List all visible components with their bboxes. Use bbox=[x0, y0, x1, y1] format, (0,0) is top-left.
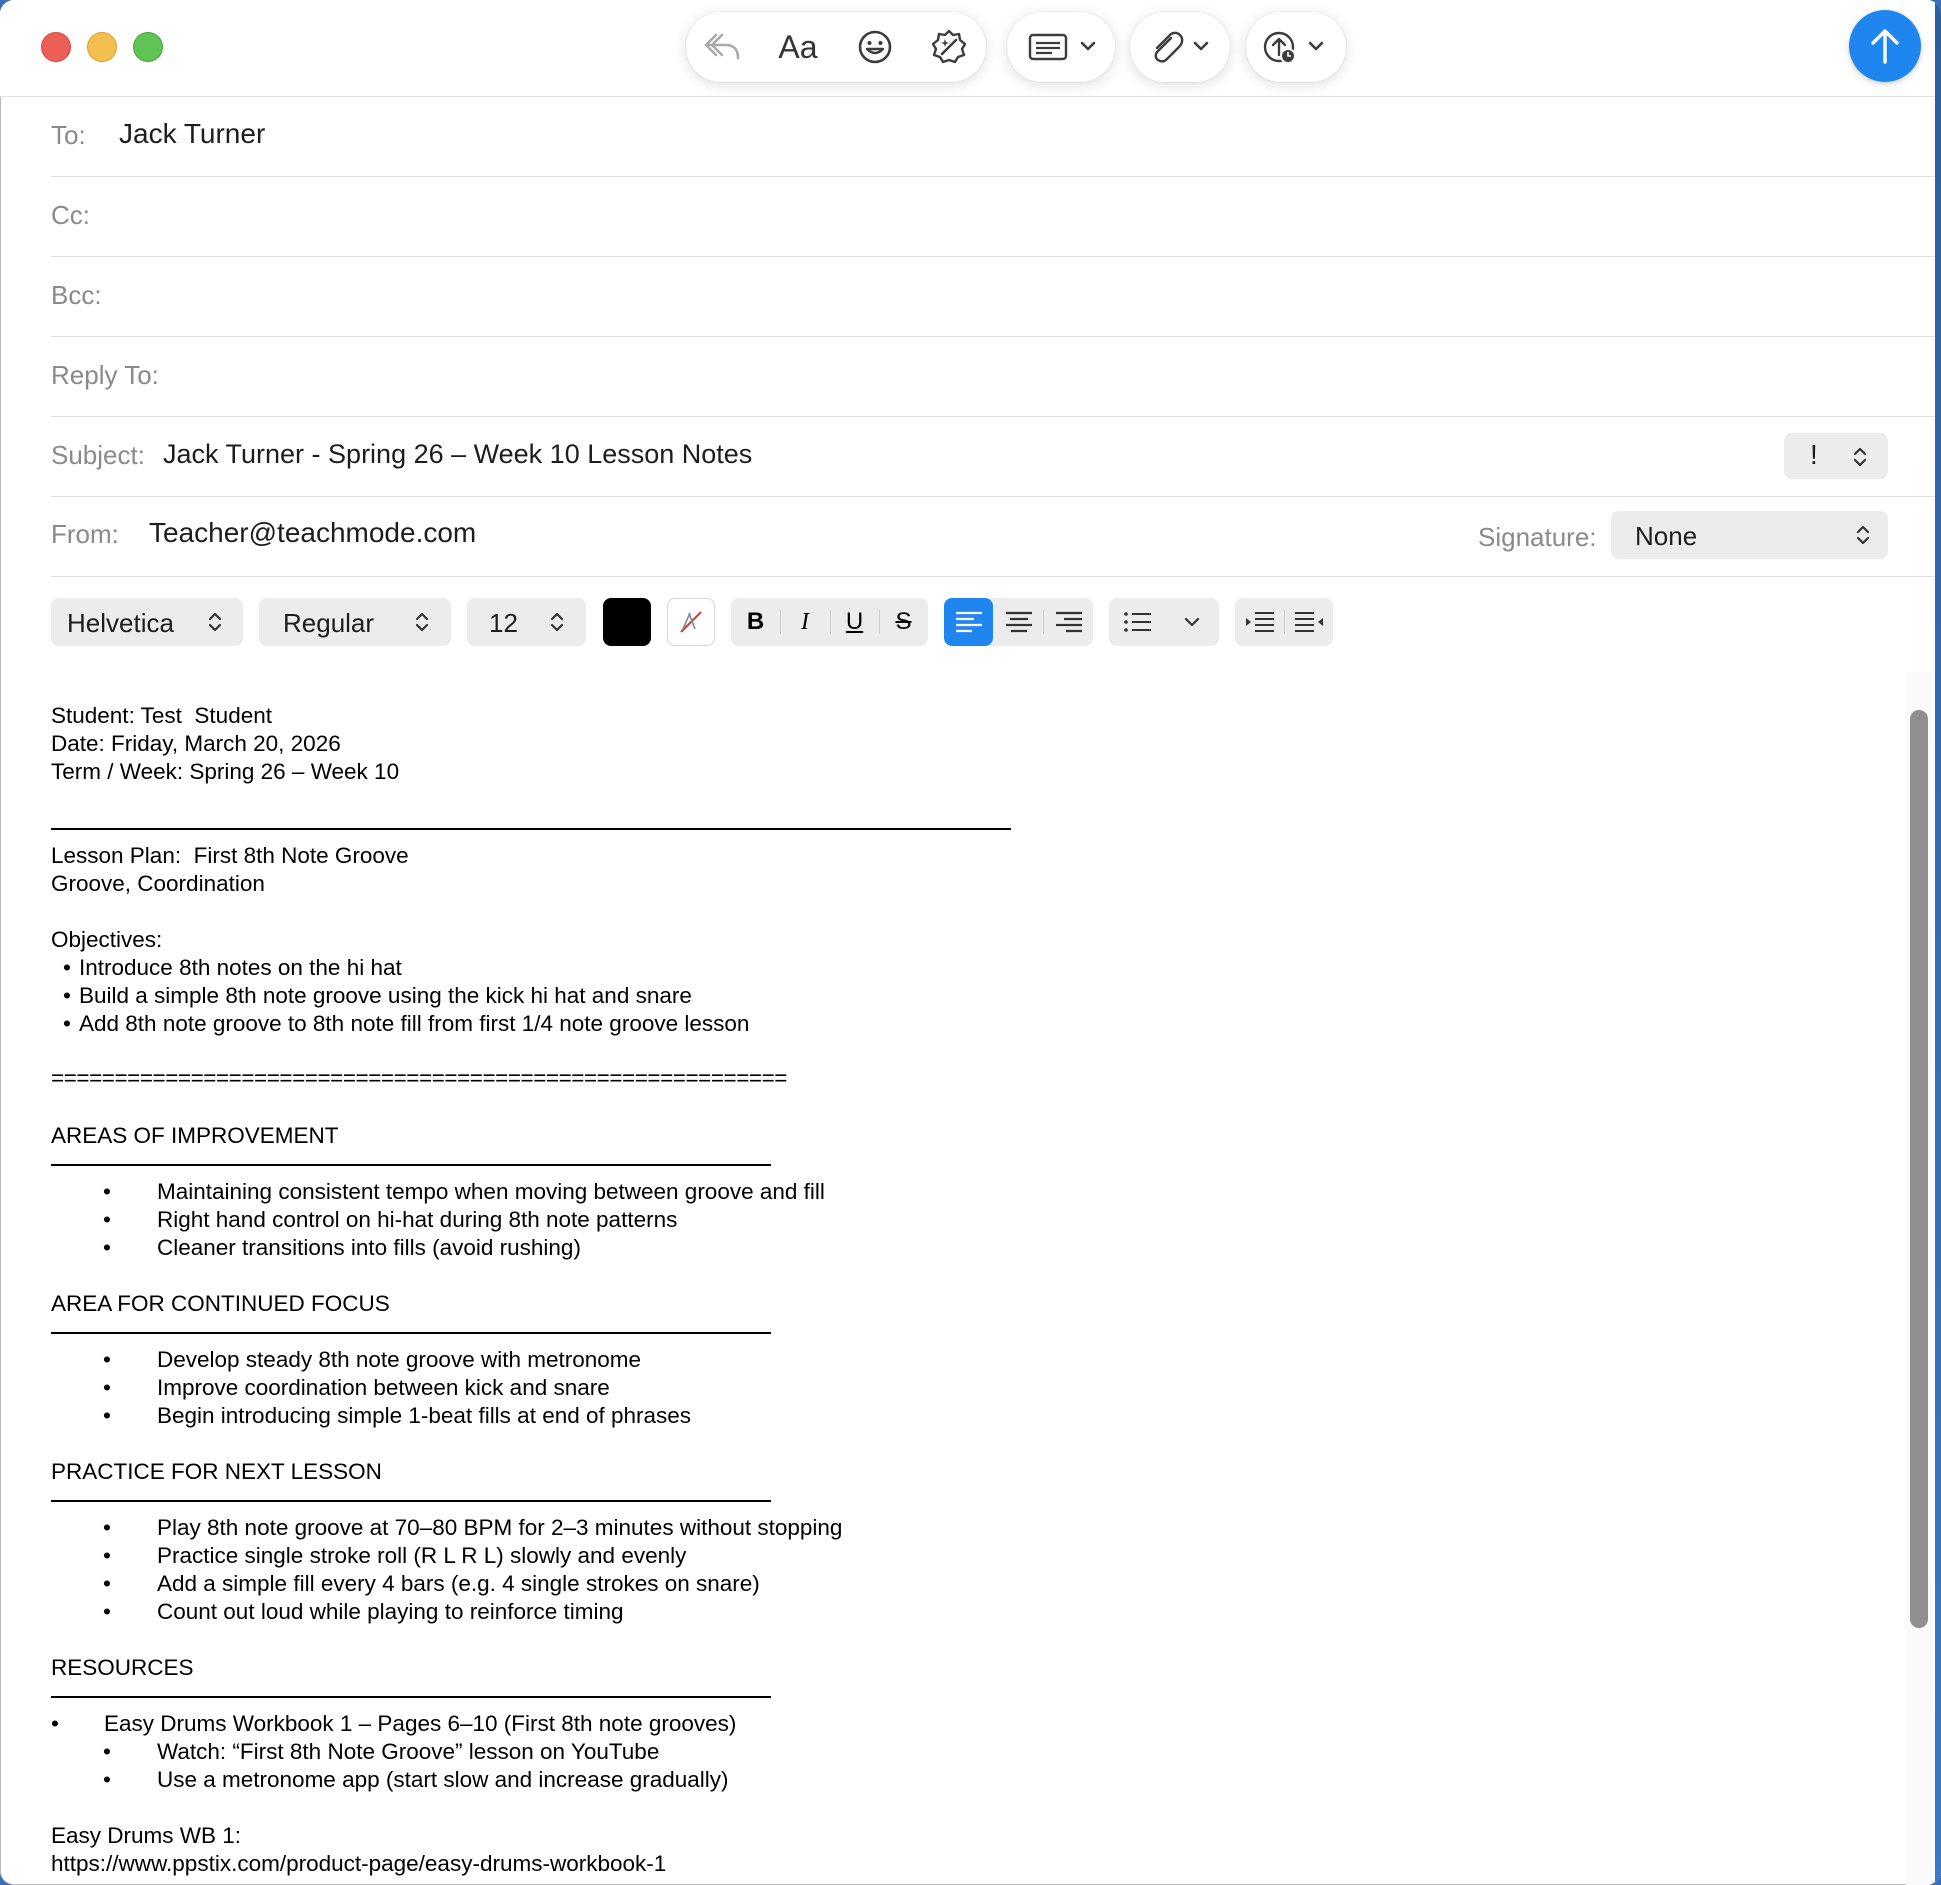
improvement-item: Maintaining consistent tempo when moving between groove and fill bbox=[157, 1179, 825, 1204]
signature-label: Signature: bbox=[1478, 522, 1597, 552]
message-body-editor[interactable] bbox=[51, 700, 1871, 1885]
close-window-button[interactable] bbox=[41, 32, 71, 62]
no-color-icon bbox=[668, 599, 714, 645]
reply-to-field-row[interactable] bbox=[51, 337, 1935, 417]
chevron-updown-icon bbox=[549, 610, 565, 634]
date-line: Date: Friday, March 20, 2026 bbox=[51, 731, 341, 756]
align-left-icon bbox=[954, 610, 984, 634]
bullet-marker: • bbox=[103, 1767, 111, 1792]
resource-subitem: Use a metronome app (start slow and increase gradually) bbox=[157, 1767, 729, 1792]
attachment-icon[interactable] bbox=[1146, 24, 1218, 70]
bullet-marker: • bbox=[63, 1011, 71, 1036]
writing-tools-icon[interactable] bbox=[926, 24, 972, 70]
reply-icon[interactable] bbox=[699, 24, 745, 70]
alignment-segment bbox=[944, 598, 1093, 646]
italic-button[interactable]: I bbox=[801, 608, 809, 635]
cc-label: Cc: bbox=[51, 200, 90, 230]
horizontal-rule bbox=[51, 828, 1011, 830]
from-label: From: bbox=[51, 519, 119, 549]
send-button[interactable] bbox=[1849, 10, 1921, 82]
improvement-item: Right hand control on hi-hat during 8th note patterns bbox=[157, 1207, 678, 1232]
lesson-tags-line: Groove, Coordination bbox=[51, 871, 265, 896]
list-style-select[interactable] bbox=[1109, 598, 1219, 646]
signature-value: None bbox=[1635, 521, 1698, 551]
indent-segment bbox=[1235, 598, 1333, 646]
bullet-marker: • bbox=[103, 1571, 111, 1596]
bold-button[interactable]: B bbox=[746, 608, 765, 635]
chevron-updown-icon bbox=[1852, 445, 1868, 469]
align-right-button[interactable] bbox=[1044, 598, 1093, 646]
improvement-item: Cleaner transitions into fills (avoid rushing) bbox=[157, 1235, 581, 1260]
bullet-marker: • bbox=[103, 1599, 111, 1624]
resources-title: RESOURCES bbox=[51, 1655, 194, 1680]
align-center-icon bbox=[1004, 610, 1034, 634]
term-line: Term / Week: Spring 26 – Week 10 bbox=[51, 759, 400, 784]
font-style-value: Regular bbox=[283, 608, 375, 638]
resource-subitem: Watch: “First 8th Note Groove” lesson on YouTube bbox=[157, 1739, 660, 1764]
vertical-scrollbar[interactable] bbox=[1910, 710, 1928, 1628]
bullet-marker: • bbox=[103, 1739, 111, 1764]
align-right-icon bbox=[1054, 610, 1084, 634]
subject-field-row bbox=[51, 417, 1935, 497]
to-label: To: bbox=[51, 120, 86, 150]
focus-title: AREA FOR CONTINUED FOCUS bbox=[51, 1291, 390, 1316]
bullet-list-icon bbox=[1123, 610, 1153, 634]
improvement-title: AREAS OF IMPROVEMENT bbox=[51, 1123, 339, 1148]
resource-item: Easy Drums Workbook 1 – Pages 6–10 (First 8th note grooves) bbox=[104, 1711, 737, 1736]
practice-item: Count out loud while playing to reinforce timing bbox=[157, 1599, 624, 1624]
bcc-label: Bcc: bbox=[51, 280, 102, 310]
to-recipient-token[interactable]: Jack Turner bbox=[119, 118, 266, 149]
subject-input[interactable]: Jack Turner - Spring 26 – Week 10 Lesson Notes bbox=[163, 439, 753, 469]
signature-select[interactable] bbox=[1611, 511, 1888, 559]
priority-value: ! bbox=[1810, 439, 1818, 470]
focus-item: Improve coordination between kick and snare bbox=[157, 1375, 610, 1400]
desktop-background-strip bbox=[1935, 0, 1941, 1885]
objectives-title: Objectives: bbox=[51, 927, 163, 952]
chevron-down-icon bbox=[1183, 614, 1201, 630]
font-size-select[interactable] bbox=[467, 598, 586, 646]
header-fields-icon[interactable] bbox=[1025, 24, 1105, 70]
objective-item: Build a simple 8th note groove using the kick hi hat and snare bbox=[79, 983, 692, 1008]
focus-item: Develop steady 8th note groove with metronome bbox=[157, 1347, 642, 1372]
chevron-updown-icon bbox=[207, 610, 223, 634]
focus-item: Begin introducing simple 1-beat fills at end of phrases bbox=[157, 1403, 692, 1428]
practice-item: Play 8th note groove at 70–80 BPM for 2–3 minutes without stopping bbox=[157, 1515, 843, 1540]
font-format-icon[interactable]: Aa bbox=[778, 28, 818, 65]
divider-line: ========================================================== bbox=[51, 1065, 787, 1090]
to-field-row bbox=[51, 97, 1935, 177]
subject-label: Subject: bbox=[51, 440, 145, 470]
bullet-marker: • bbox=[63, 983, 71, 1008]
indent-decrease-button[interactable] bbox=[1284, 598, 1333, 646]
reply-to-label: Reply To: bbox=[51, 360, 159, 390]
indent-increase-icon bbox=[1244, 610, 1276, 634]
send-icon bbox=[1868, 26, 1902, 66]
bullet-marker: • bbox=[103, 1179, 111, 1204]
indent-decrease-icon bbox=[1293, 610, 1325, 634]
format-bar bbox=[0, 590, 1935, 656]
bullet-marker: • bbox=[63, 955, 71, 980]
font-style-select[interactable] bbox=[259, 598, 451, 646]
from-account-select[interactable]: Teacher@teachmode.com bbox=[149, 517, 477, 548]
section-underline bbox=[51, 1696, 771, 1698]
indent-increase-button[interactable] bbox=[1235, 598, 1284, 646]
send-later-icon[interactable] bbox=[1260, 24, 1336, 70]
workbook-link[interactable]: https://www.ppstix.com/product-page/easy-drums-workbook-1 bbox=[51, 1851, 667, 1876]
section-underline bbox=[51, 1500, 771, 1502]
toolbar-group-header-fields bbox=[1007, 12, 1115, 82]
priority-select[interactable] bbox=[1784, 433, 1888, 479]
section-underline bbox=[51, 1164, 771, 1166]
underline-button[interactable]: U bbox=[845, 608, 864, 635]
bullet-marker: • bbox=[103, 1515, 111, 1540]
practice-item: Add a simple fill every 4 bars (e.g. 4 single strokes on snare) bbox=[157, 1571, 760, 1596]
chevron-updown-icon bbox=[414, 610, 430, 634]
strikethrough-button[interactable]: S bbox=[895, 608, 912, 635]
practice-title: PRACTICE FOR NEXT LESSON bbox=[51, 1459, 382, 1484]
from-field-row bbox=[51, 497, 1935, 577]
zoom-window-button[interactable] bbox=[133, 32, 163, 62]
toolbar-group-compose bbox=[686, 12, 986, 82]
font-family-value: Helvetica bbox=[67, 608, 174, 638]
bullet-marker: • bbox=[103, 1375, 111, 1400]
emoji-icon[interactable] bbox=[852, 24, 898, 70]
section-underline bbox=[51, 1332, 771, 1334]
toolbar-group-attach bbox=[1130, 12, 1230, 82]
toolbar-group-send-later bbox=[1246, 12, 1346, 82]
workbook-label: Easy Drums WB 1: bbox=[51, 1823, 242, 1848]
background-color-none-swatch[interactable] bbox=[667, 598, 715, 646]
bullet-marker: • bbox=[51, 1711, 59, 1736]
align-left-button[interactable] bbox=[944, 598, 993, 646]
align-center-button[interactable] bbox=[994, 598, 1043, 646]
text-color-swatch[interactable] bbox=[603, 598, 651, 646]
chevron-updown-icon bbox=[1855, 523, 1871, 547]
font-family-select[interactable] bbox=[51, 598, 243, 646]
objective-item: Add 8th note groove to 8th note fill from first 1/4 note groove lesson bbox=[79, 1011, 750, 1036]
lesson-plan-line: Lesson Plan: First 8th Note Groove bbox=[51, 843, 409, 868]
minimize-window-button[interactable] bbox=[87, 32, 117, 62]
objective-item: Introduce 8th notes on the hi hat bbox=[79, 955, 402, 980]
cc-field-row[interactable] bbox=[51, 177, 1935, 257]
student-line: Student: Test Student bbox=[51, 703, 272, 728]
bcc-field-row[interactable] bbox=[51, 257, 1935, 337]
bullet-marker: • bbox=[103, 1235, 111, 1260]
toolbar bbox=[0, 0, 1935, 97]
text-style-segment bbox=[731, 598, 928, 646]
bullet-marker: • bbox=[103, 1543, 111, 1568]
practice-item: Practice single stroke roll (R L R L) slowly and evenly bbox=[157, 1543, 687, 1568]
bullet-marker: • bbox=[103, 1403, 111, 1428]
font-size-value: 12 bbox=[489, 608, 518, 638]
bullet-marker: • bbox=[103, 1347, 111, 1372]
bullet-marker: • bbox=[103, 1207, 111, 1232]
